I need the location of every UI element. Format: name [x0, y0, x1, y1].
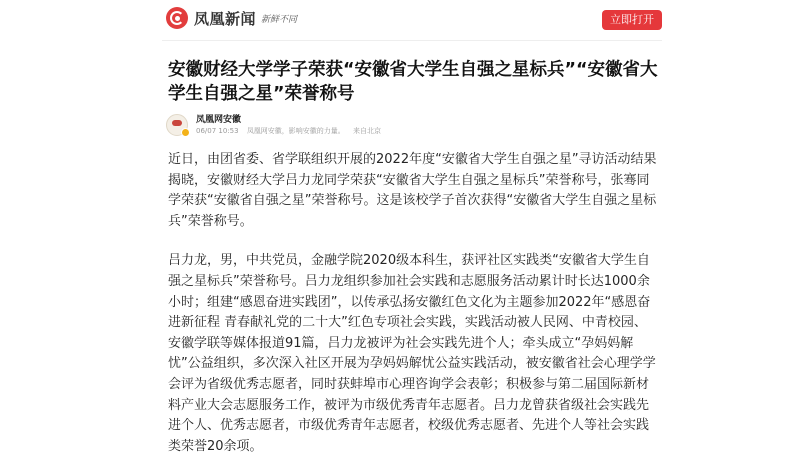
logo-name: 凤凰新闻	[194, 9, 257, 28]
top-bar	[162, 0, 662, 41]
article-title: 安徽财经大学学子荣获“安徽省大学生自强之星标兵”“安徽省大学生自强之星”荣誉称号	[168, 60, 658, 104]
phoenix-logo-icon	[166, 7, 188, 29]
publish-datetime: 06/07 10:53	[196, 127, 239, 135]
article-body	[168, 150, 658, 476]
paragraph: 近日，由团省委、省学联组织开展的2022年度“安徽省大学生自强之星”寻访活动结果揭晓，安徽财经大学吕力龙同学荣获“安徽省大学生自强之星标兵”荣誉称号，张骞同学荣获“安徽省自强之星”荣誉称号。这是该校学子首次获得“安徽省大学生自强之星标兵”荣誉称号。	[168, 152, 657, 229]
ifeng-logo[interactable]	[166, 7, 297, 29]
paragraph: 吕力龙，男，中共党员，金融学院2020级本科生，获评社区实践类“安徽省大学生自强之星标兵”荣誉称号。吕力龙组织参加社会实践和志愿服务活动累计时长达1000余小时；组建“感恩奋进实践团”，以传承弘扬安徽红色文化为主题参加2022年“感恩奋进新征程 青春献礼党的二十大”红色专项社会实践，实践活动被人民网、中青校园、安徽学联等媒体报道91篇，吕力龙被评为社会实践先进个人；牵头成立“孕妈妈解忧”公益组织，多次深入社区开展为孕妈妈解忧公益实践活动，被安徽省社会心理学学会评为省级优秀志愿者，同时获蚌埠市心理咨询学会表彰；积极参与第二届国际新材料产业大会志愿服务工作，被评为市级优秀青年志愿者。吕力龙曾获省级社会实践先进个人、优秀志愿者，市级优秀青年志愿者，校级优秀志愿者、先进个人等社会实践类荣誉20余项。	[168, 253, 656, 454]
author-description: 凤凰网安徽，影响安徽的力量。	[246, 127, 345, 135]
article-column	[162, 0, 662, 454]
article-meta	[196, 126, 387, 137]
byline	[166, 114, 656, 140]
open-app-button[interactable]: 立即打开	[602, 10, 662, 30]
logo-slogan: 新鲜不同	[261, 14, 298, 25]
author-name[interactable]: 凤凰网安徽	[196, 115, 242, 125]
verified-badge-icon	[181, 128, 190, 137]
source-location: 来自北京	[353, 127, 382, 135]
